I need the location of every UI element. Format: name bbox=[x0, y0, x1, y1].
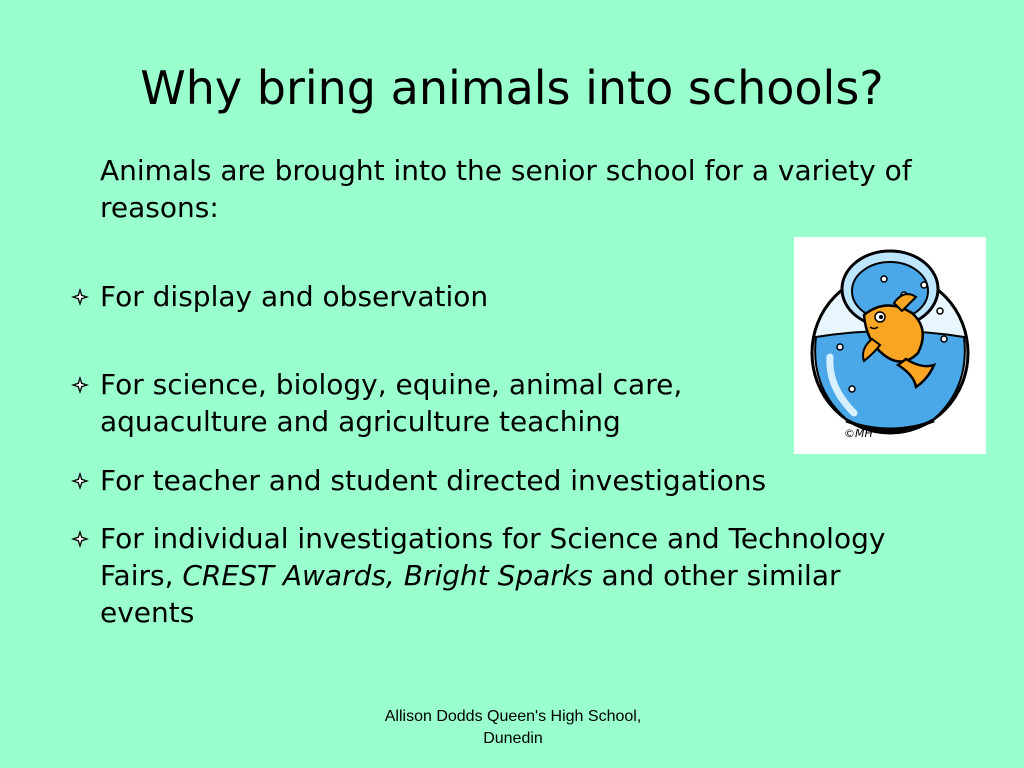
fishbowl-illustration bbox=[794, 237, 986, 454]
fishbowl-icon bbox=[794, 237, 986, 454]
diamond-bullet-icon bbox=[60, 520, 100, 549]
bullet-item bbox=[60, 278, 720, 315]
crest-bright-sparks-text: CREST Awards, Bright Sparks bbox=[182, 559, 593, 592]
bullet-item bbox=[60, 520, 920, 631]
bullet-text-part: and other similar events bbox=[100, 559, 841, 629]
diamond-bullet-icon bbox=[60, 366, 100, 395]
illustrator-signature: ©MH bbox=[844, 427, 873, 440]
slide-title: Why bring animals into schools? bbox=[140, 61, 884, 115]
bullet-text: For science, biology, equine, animal care, aquaculture and agriculture teaching bbox=[100, 368, 683, 438]
bullet-text-part: For individual investigations for Science and Technology Fairs, bbox=[100, 522, 886, 592]
intro-text: Animals are brought into the senior school for a variety of reasons: bbox=[100, 154, 912, 224]
diamond-bullet-icon bbox=[60, 462, 100, 491]
diamond-bullet-icon bbox=[60, 278, 100, 307]
bullet-text: For display and observation bbox=[100, 280, 489, 313]
footer-credit: Allison Dodds Queen's High School, Dunedin bbox=[384, 708, 642, 747]
bullet-text: For teacher and student directed investigations bbox=[100, 464, 767, 497]
bullet-text bbox=[100, 520, 920, 631]
bullet-item bbox=[60, 366, 790, 440]
bullet-item bbox=[60, 462, 920, 499]
